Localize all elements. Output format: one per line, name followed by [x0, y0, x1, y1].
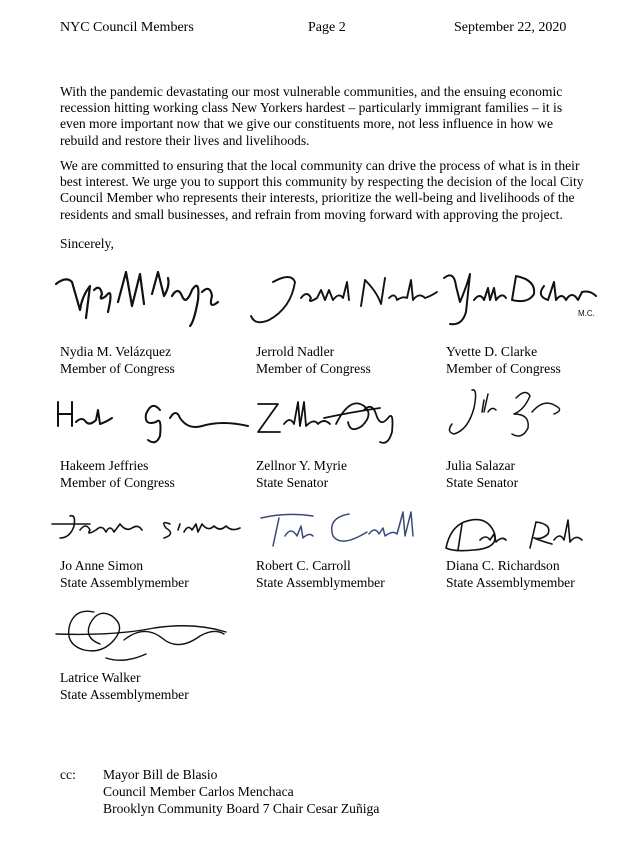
signer-name: Nydia M. Velázquez — [60, 344, 172, 359]
signer-name: Jo Anne Simon — [60, 558, 144, 573]
signer-walker — [60, 669, 189, 703]
signature-walker — [54, 604, 230, 668]
signer-name: Robert C. Carroll — [256, 558, 351, 573]
signer-title: State Assemblymember — [446, 575, 575, 590]
signer-title: Member of Congress — [256, 361, 371, 376]
body-paragraph-1: With the pandemic devastating our most vulnerable communities, and the ensuing economic recession hitting working class New Yorkers hardest – particularly immigrant families – it is even more important now that we give our constituents more, not less influence in how we rebuild and restore their lives and livelihoods. — [60, 84, 563, 148]
signer-nadler — [256, 343, 371, 377]
signer-title: State Senator — [256, 475, 329, 490]
closing-salutation: Sincerely, — [60, 236, 114, 251]
cc-recipients — [103, 766, 379, 817]
signer-name: Hakeem Jeffries — [60, 458, 149, 473]
signer-title: Member of Congress — [60, 361, 175, 376]
cc-recipient: Mayor Bill de Blasio — [103, 767, 218, 782]
signature-clarke — [440, 266, 610, 334]
signature-richardson — [440, 508, 590, 556]
signature-jeffries — [52, 396, 258, 446]
signer-myrie — [256, 457, 347, 491]
signature-myrie — [252, 392, 400, 450]
signer-jeffries — [60, 457, 175, 491]
signer-velazquez — [60, 343, 175, 377]
signer-name: Jerrold Nadler — [256, 344, 335, 359]
signature-velazquez — [52, 266, 222, 328]
signer-salazar — [446, 457, 518, 491]
signature-carroll — [257, 506, 425, 550]
cc-recipient: Council Member Carlos Menchaca — [103, 784, 294, 799]
signature-salazar — [444, 384, 570, 448]
signer-title: State Assemblymember — [60, 687, 189, 702]
signer-name: Yvette D. Clarke — [446, 344, 538, 359]
signer-title: Member of Congress — [446, 361, 561, 376]
body-paragraph-2: We are committed to ensuring that the local community can drive the process of what is in their best interest. We urge you to support this community by respecting the decision of the local City Council Member who represents their interests, prioritize the well-being and livelihoods of the residents and small businesses, and refrain from moving forward with approving the project. — [60, 158, 584, 222]
header-sender: NYC Council Members — [60, 20, 194, 35]
signer-richardson — [446, 557, 575, 591]
signer-name: Zellnor Y. Myrie — [256, 458, 347, 473]
signer-title: State Assemblymember — [256, 575, 385, 590]
signer-carroll — [256, 557, 385, 591]
signer-name: Diana C. Richardson — [446, 558, 560, 573]
cc-recipient: Brooklyn Community Board 7 Chair Cesar Zuñiga — [103, 801, 380, 816]
header-page-number: Page 2 — [308, 20, 346, 35]
signer-name: Latrice Walker — [60, 670, 141, 685]
signer-simon — [60, 557, 189, 591]
signer-title: State Senator — [446, 475, 519, 490]
signer-title: Member of Congress — [60, 475, 175, 490]
cc-label: cc: — [60, 767, 76, 782]
svg-text:M.C.: M.C. — [578, 309, 595, 318]
signature-nadler — [247, 268, 439, 328]
signer-name: Julia Salazar — [446, 458, 516, 473]
signer-title: State Assemblymember — [60, 575, 189, 590]
signature-simon — [50, 510, 250, 546]
header-date: September 22, 2020 — [454, 20, 567, 35]
signer-clarke — [446, 343, 561, 377]
